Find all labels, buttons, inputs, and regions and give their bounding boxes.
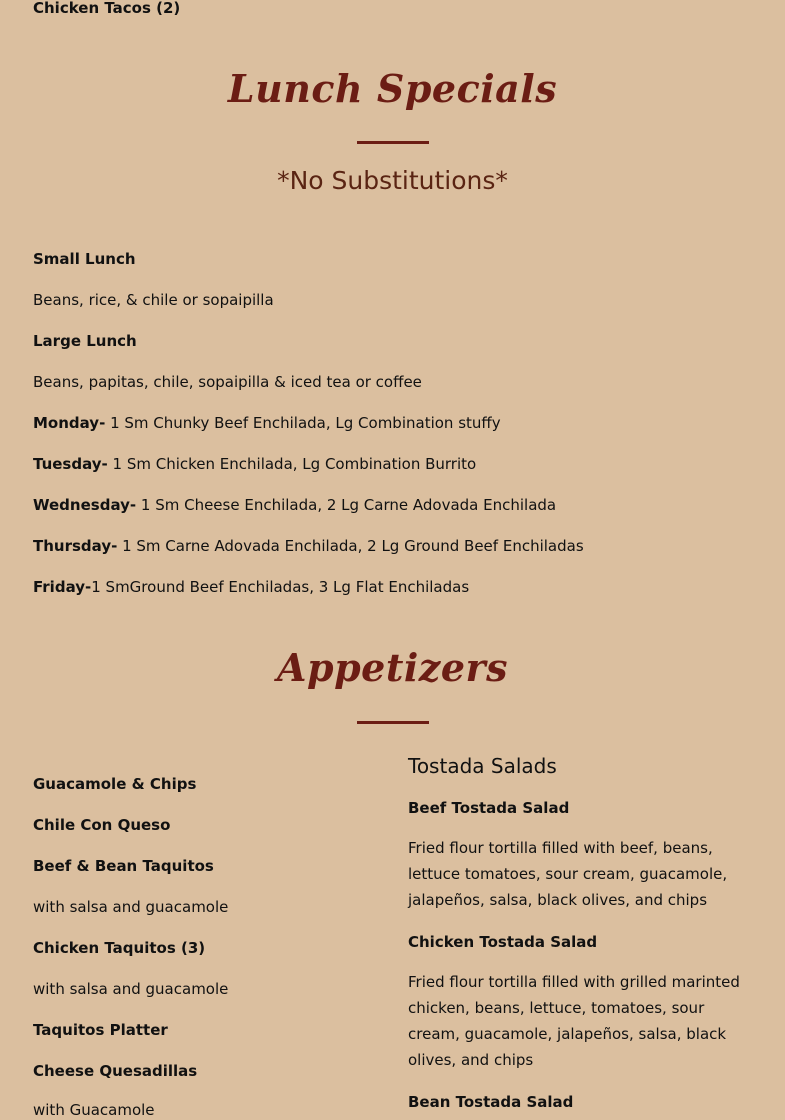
menu-item-chicken-tacos: Chicken Tacos (2) (33, 0, 181, 17)
special-thursday (33, 536, 584, 556)
appetizer-note: with Guacamole (33, 1101, 155, 1119)
day-special: 1 Sm Chunky Beef Enchilada, Lg Combination stuffy (105, 414, 501, 432)
day-label: Wednesday- (33, 496, 137, 514)
day-label: Monday- (33, 414, 106, 432)
day-label: Friday- (33, 578, 92, 596)
appetizer-item: Chicken Taquitos (3) (33, 939, 206, 957)
special-monday (33, 413, 501, 433)
large-lunch-desc: Beans, papitas, chile, sopaipilla & iced tea or coffee (33, 373, 422, 391)
day-special: 1 Sm Carne Adovada Enchilada, 2 Lg Ground Beef Enchiladas (117, 537, 584, 555)
large-lunch-title: Large Lunch (33, 332, 137, 350)
chicken-tostada-desc: Fried flour tortilla filled with grilled marinted chicken, beans, lettuce, tomatoes, sour cream, guacamole, jalapeños, salsa, black olives, and chips (408, 973, 740, 1069)
bean-tostada-title: Bean Tostada Salad (408, 1093, 574, 1111)
appetizer-note: with salsa and guacamole (33, 898, 229, 916)
appetizer-note: with salsa and guacamole (33, 980, 229, 998)
small-lunch-desc: Beans, rice, & chile or sopaipilla (33, 291, 274, 309)
beef-tostada-title: Beef Tostada Salad (408, 799, 570, 817)
appetizer-item: Beef & Bean Taquitos (33, 857, 214, 875)
no-substitutions-note: *No Substitutions* (277, 166, 508, 195)
appetizer-item: Cheese Quesadillas (33, 1062, 198, 1080)
appetizers-heading-divider (357, 721, 429, 724)
lunch-heading-divider (357, 141, 429, 144)
appetizers-heading: Appetizers (277, 645, 508, 690)
day-label: Tuesday- (33, 455, 108, 473)
lunch-specials-heading: Lunch Specials (227, 66, 558, 111)
beef-tostada-desc: Fried flour tortilla filled with beef, beans, lettuce tomatoes, sour cream, guacamole, jalapeños, salsa, black olives, and chips (408, 839, 728, 909)
day-special: 1 Sm Cheese Enchilada, 2 Lg Carne Adovada Enchilada (136, 496, 557, 514)
appetizer-item: Guacamole & Chips (33, 775, 197, 793)
small-lunch-title: Small Lunch (33, 250, 136, 268)
special-tuesday (33, 454, 476, 474)
special-friday (33, 577, 469, 597)
special-wednesday (33, 495, 556, 515)
appetizer-item: Chile Con Queso (33, 816, 171, 834)
day-special: 1 SmGround Beef Enchiladas, 3 Lg Flat Enchiladas (91, 578, 470, 596)
appetizer-item: Taquitos Platter (33, 1021, 168, 1039)
day-special: 1 Sm Chicken Enchilada, Lg Combination Burrito (107, 455, 477, 473)
day-label: Thursday- (33, 537, 118, 555)
tostada-salads-title: Tostada Salads (408, 754, 557, 778)
chicken-tostada-title: Chicken Tostada Salad (408, 933, 598, 951)
